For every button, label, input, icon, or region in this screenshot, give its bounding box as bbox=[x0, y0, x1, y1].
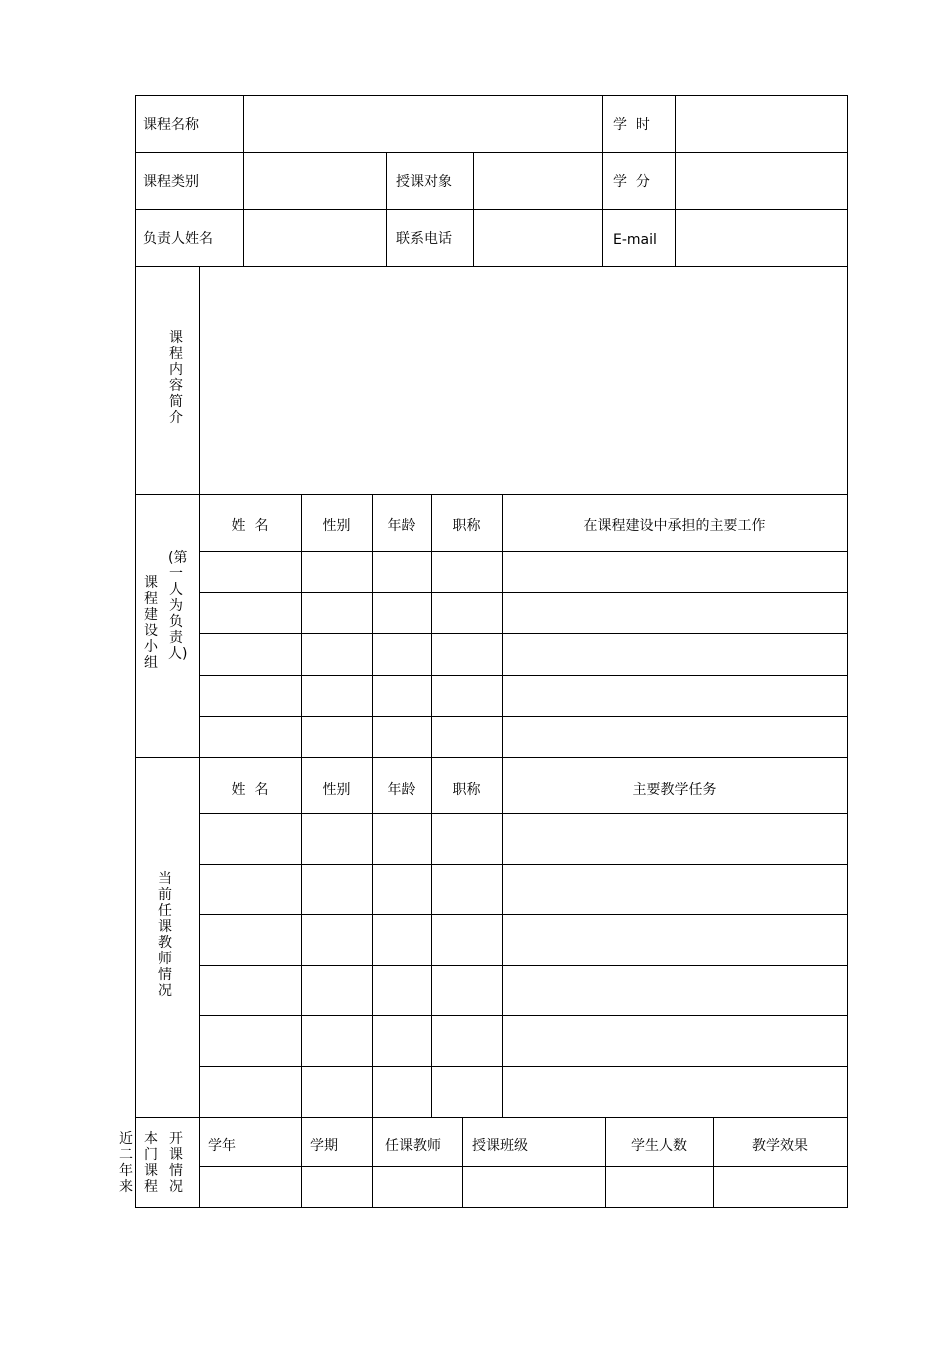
line-teach-r4 bbox=[199, 965, 848, 966]
teacher-header-name: 姓 名 bbox=[231, 782, 269, 798]
line-teach-r2 bbox=[199, 864, 848, 865]
label-course-name: 课程名称 bbox=[143, 117, 199, 133]
line-row3-bottom bbox=[135, 266, 848, 267]
teacher-header-age: 年龄 bbox=[387, 782, 416, 798]
line-hist-v3 bbox=[462, 1117, 463, 1208]
line-header-v4 bbox=[602, 95, 603, 267]
label-team-note: (第一人为负责人) bbox=[168, 550, 188, 662]
line-teach-r5 bbox=[199, 1015, 848, 1016]
line-header-v1 bbox=[243, 95, 244, 267]
line-teach-r3 bbox=[199, 914, 848, 915]
label-course-intro: 课程内容简介 bbox=[169, 330, 183, 426]
label-this-course: 本门课程 bbox=[144, 1131, 158, 1195]
line-team-r5 bbox=[199, 716, 848, 717]
line-team-r4 bbox=[199, 675, 848, 676]
line-teach-r6 bbox=[199, 1066, 848, 1067]
line-team-r3 bbox=[199, 633, 848, 634]
label-hours: 学 时 bbox=[613, 117, 650, 133]
border-bottom bbox=[135, 1207, 848, 1208]
teacher-header-gender: 性别 bbox=[322, 782, 351, 798]
line-header-v2 bbox=[386, 152, 387, 267]
team-header-age: 年龄 bbox=[387, 518, 416, 534]
label-last-two-years: 近二年来 bbox=[119, 1131, 133, 1195]
history-header-effect: 教学效果 bbox=[752, 1138, 808, 1154]
line-col-age bbox=[372, 494, 373, 1118]
history-header-term: 学期 bbox=[310, 1138, 338, 1154]
team-header-title: 职称 bbox=[452, 518, 481, 534]
line-col-title bbox=[431, 494, 432, 1118]
line-col-gender bbox=[301, 494, 302, 1118]
label-email: E-mail bbox=[613, 232, 657, 248]
line-hist-v2 bbox=[372, 1117, 373, 1208]
line-teach-r1 bbox=[199, 813, 848, 814]
line-row2-bottom bbox=[135, 209, 848, 210]
history-header-teacher: 任课教师 bbox=[385, 1138, 441, 1154]
line-hist-v4 bbox=[605, 1117, 606, 1208]
label-audience: 授课对象 bbox=[396, 174, 452, 190]
line-row1-bottom bbox=[135, 152, 848, 153]
border-top bbox=[135, 95, 848, 96]
line-team-r2 bbox=[199, 592, 848, 593]
label-leader-name: 负责人姓名 bbox=[143, 231, 213, 247]
line-team-r1 bbox=[199, 551, 848, 552]
teacher-header-task: 主要教学任务 bbox=[632, 782, 717, 798]
team-header-work: 在课程建设中承担的主要工作 bbox=[583, 518, 766, 534]
team-header-gender: 性别 bbox=[322, 518, 351, 534]
team-header-name: 姓 名 bbox=[231, 518, 269, 534]
history-header-classes: 授课班级 bbox=[472, 1138, 528, 1154]
line-hist-v1 bbox=[301, 1117, 302, 1208]
label-credits: 学 分 bbox=[613, 174, 650, 190]
label-current-teachers: 当前任课教师情况 bbox=[158, 871, 172, 999]
teacher-header-title: 职称 bbox=[452, 782, 481, 798]
history-header-year: 学年 bbox=[208, 1138, 236, 1154]
label-offering-status: 开课情况 bbox=[169, 1131, 183, 1195]
line-team-bottom bbox=[135, 757, 848, 758]
label-phone: 联系电话 bbox=[396, 231, 452, 247]
line-col-work bbox=[502, 494, 503, 1118]
label-team-main: 课程建设小组 bbox=[144, 575, 158, 671]
line-header-v3 bbox=[473, 152, 474, 267]
line-history-r1 bbox=[199, 1166, 848, 1167]
line-intro-bottom bbox=[135, 494, 848, 495]
border-left bbox=[135, 95, 136, 1208]
border-right bbox=[847, 95, 848, 1208]
label-course-category: 课程类别 bbox=[143, 174, 199, 190]
line-hist-v5 bbox=[713, 1117, 714, 1208]
line-header-v5 bbox=[675, 95, 676, 267]
history-header-students: 学生人数 bbox=[631, 1138, 687, 1154]
line-teachers-bottom bbox=[135, 1117, 848, 1118]
